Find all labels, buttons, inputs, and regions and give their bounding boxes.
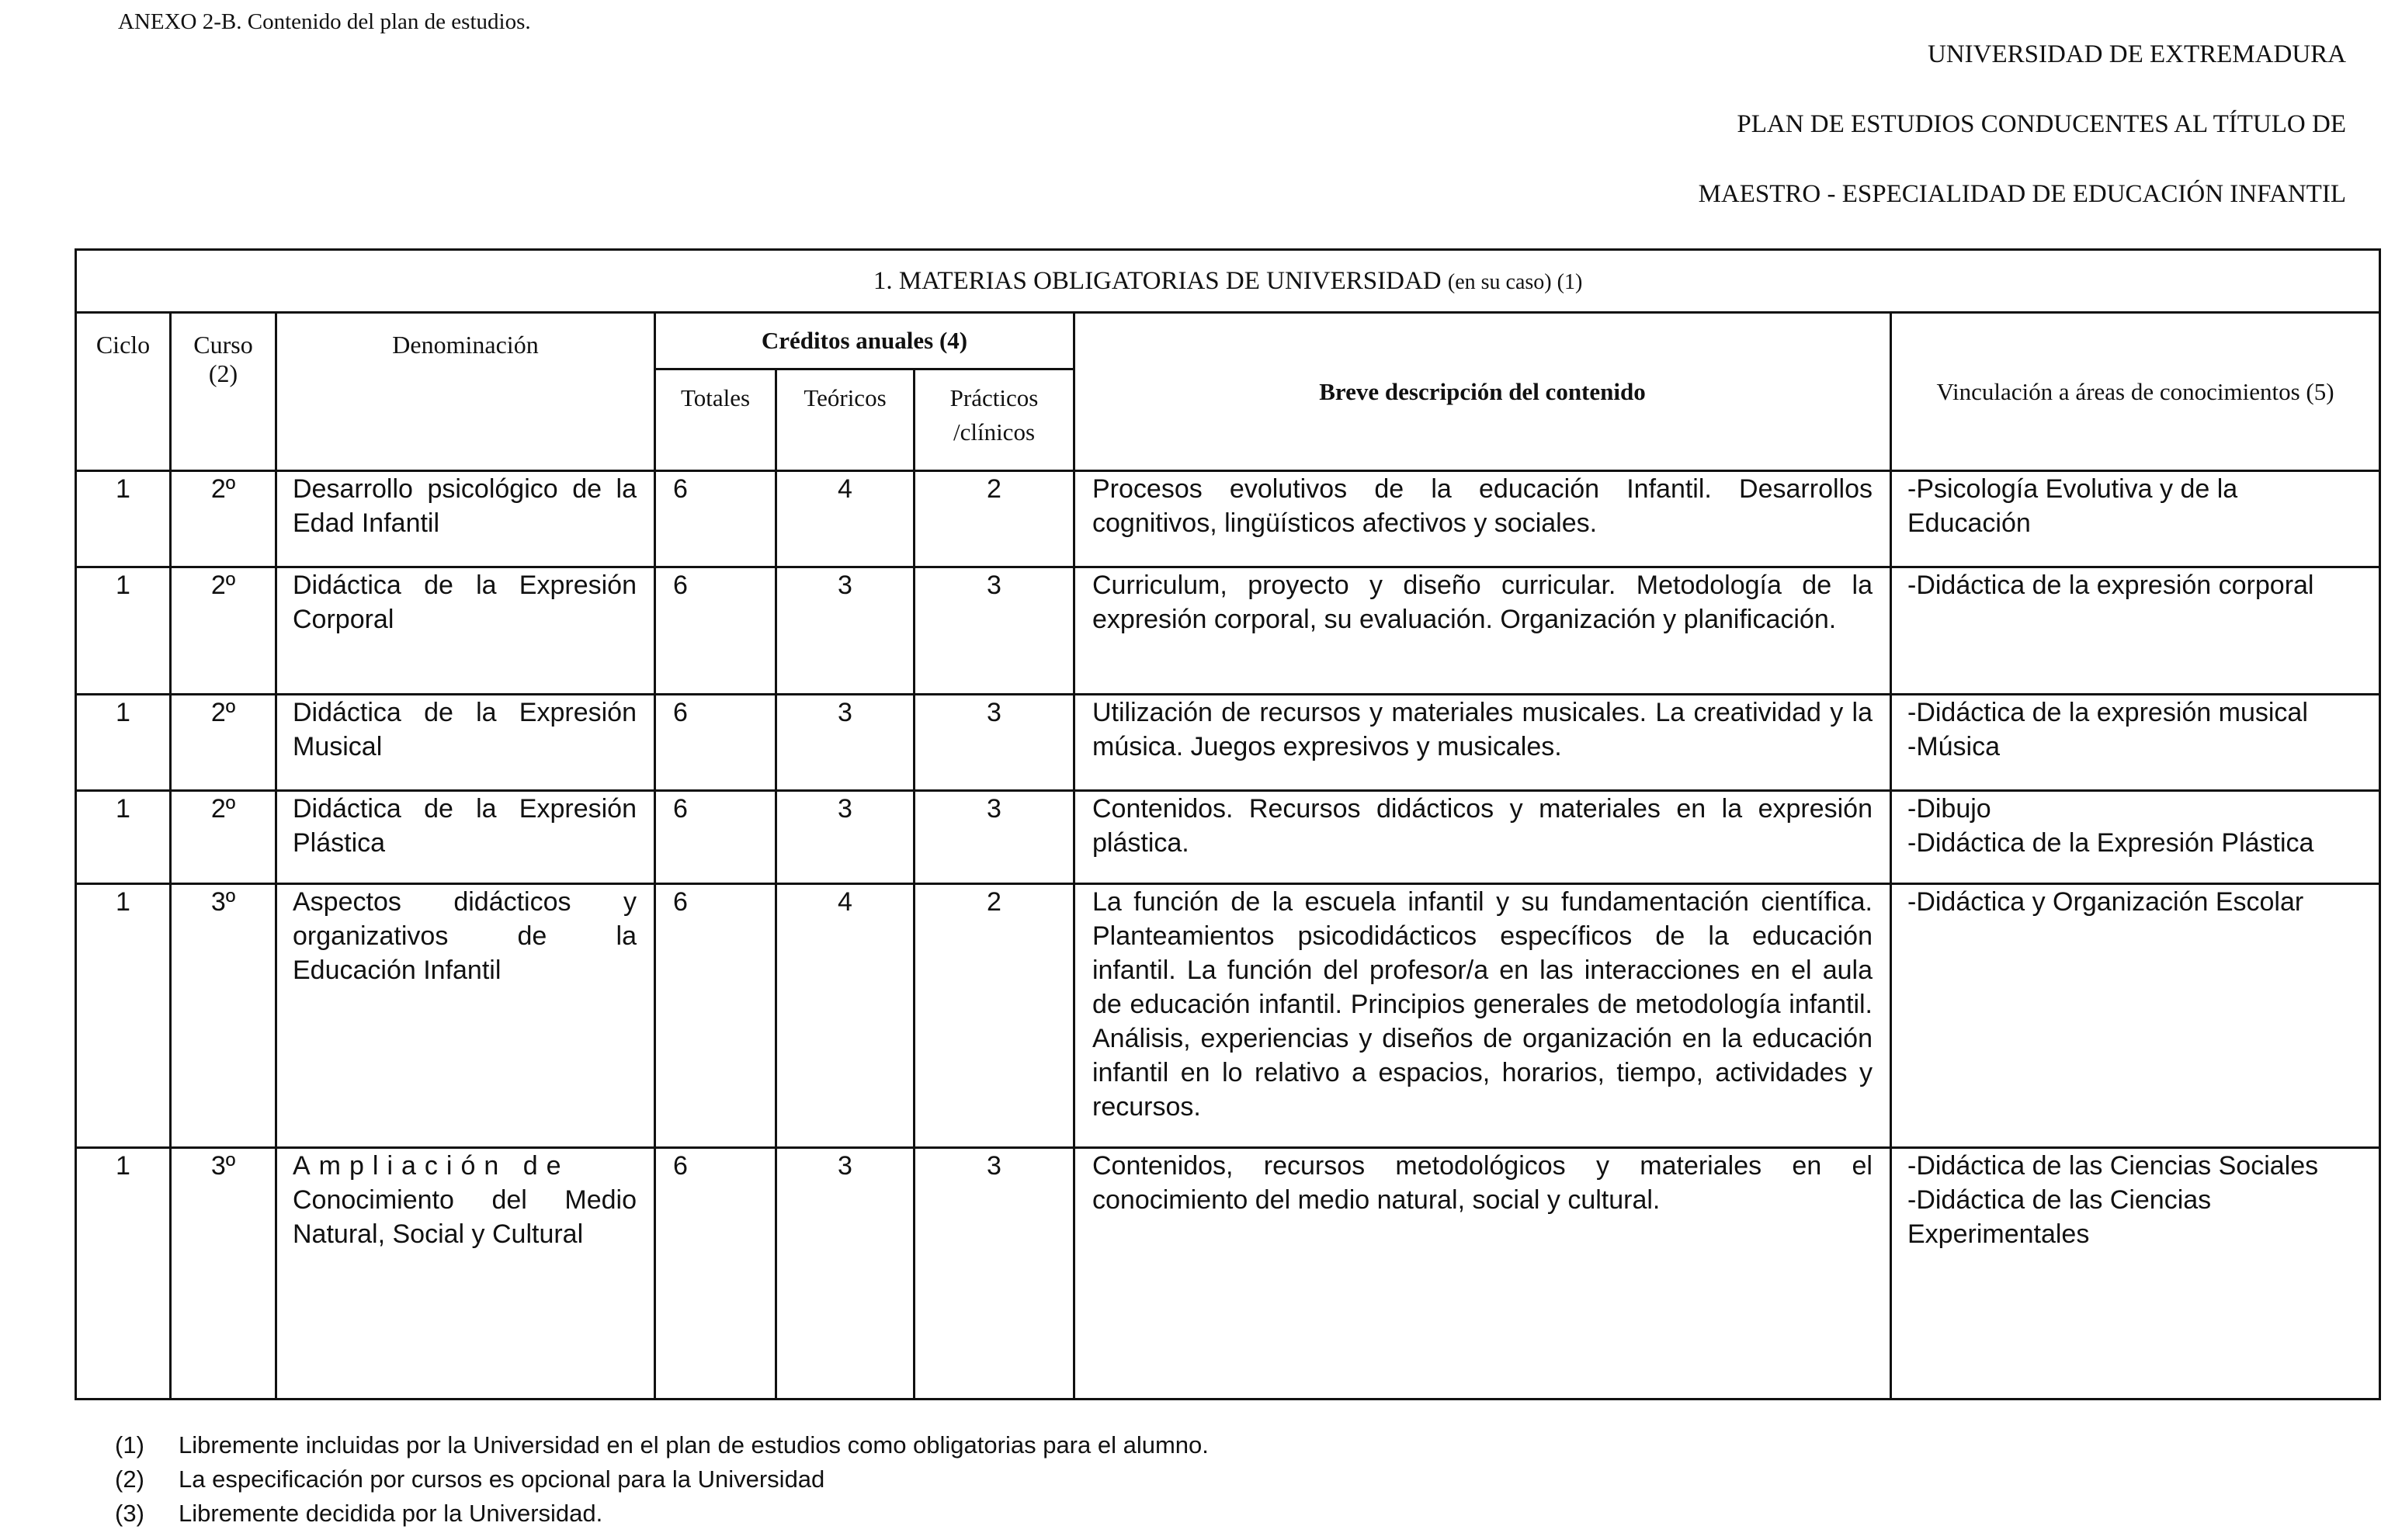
cell-ciclo: 1 <box>76 695 171 791</box>
header-curso-label: Curso <box>193 331 253 359</box>
table-title <box>76 250 2380 313</box>
table-row <box>76 471 2380 567</box>
area-item: -Didáctica de la expresión corporal <box>1907 571 2314 600</box>
cell-denominacion-rest: Conocimiento del Medio Natural, Social y Cultural <box>293 1185 637 1249</box>
cell-ciclo: 1 <box>76 791 171 884</box>
plan-title-line: PLAN DE ESTUDIOS CONDUCENTES AL TÍTULO DE <box>1737 110 2346 138</box>
cell-curso: 2º <box>171 471 276 567</box>
cell-practicos: 3 <box>915 567 1074 695</box>
university-name: UNIVERSIDAD DE EXTREMADURA <box>1928 40 2346 68</box>
cell-totales: 6 <box>655 567 776 695</box>
area-item: -Música <box>1907 732 2001 761</box>
cell-denominacion <box>276 1148 655 1400</box>
cell-teoricos: 4 <box>776 884 915 1148</box>
cell-descripcion: Procesos evolutivos de la educación Infantil. Desarrollos cognitivos, lingüísticos afectivos y sociales. <box>1074 471 1891 567</box>
area-item: -Psicología Evolutiva y de la Educación <box>1907 474 2238 538</box>
cell-curso: 3º <box>171 1148 276 1400</box>
cell-practicos: 2 <box>915 884 1074 1148</box>
cell-descripcion: Utilización de recursos y materiales musicales. La creatividad y la música. Juegos expresivos y musicales. <box>1074 695 1891 791</box>
footnotes <box>115 1428 1209 1531</box>
cell-areas <box>1891 1148 2380 1400</box>
cell-teoricos: 3 <box>776 567 915 695</box>
cell-teoricos: 3 <box>776 1148 915 1400</box>
area-item: -Didáctica de la Expresión Plástica <box>1907 828 2314 858</box>
table-title-suffix: (en su caso) (1) <box>1447 269 1583 294</box>
cell-practicos: 3 <box>915 695 1074 791</box>
cell-areas <box>1891 471 2380 567</box>
table-row <box>76 567 2380 695</box>
cell-denominacion: Didáctica de la Expresión Musical <box>276 695 655 791</box>
area-item: -Didáctica y Organización Escolar <box>1907 887 2304 917</box>
cell-totales: 6 <box>655 791 776 884</box>
cell-curso: 2º <box>171 567 276 695</box>
area-item: -Didáctica de las Ciencias Experimentales <box>1907 1185 2212 1249</box>
cell-areas <box>1891 884 2380 1148</box>
cell-totales: 6 <box>655 1148 776 1400</box>
header-denominacion: Denominación <box>276 313 655 471</box>
footnote-text: Libremente decidida por la Universidad. <box>179 1500 603 1527</box>
cell-curso: 2º <box>171 791 276 884</box>
cell-areas <box>1891 695 2380 791</box>
area-item: -Dibujo <box>1907 794 1991 824</box>
cell-denominacion: Aspectos didácticos y organizativos de la Educación Infantil <box>276 884 655 1148</box>
footnote-number: (2) <box>115 1465 144 1493</box>
cell-ciclo: 1 <box>76 1148 171 1400</box>
cell-descripcion: Contenidos, recursos metodológicos y materiales en el conocimiento del medio natural, social y cultural. <box>1074 1148 1891 1400</box>
header-curso-note: (2) <box>208 359 238 387</box>
cell-ciclo: 1 <box>76 471 171 567</box>
cell-areas <box>1891 567 2380 695</box>
cell-teoricos: 4 <box>776 471 915 567</box>
footnote-text: La especificación por cursos es opcional para la Universidad <box>179 1465 825 1493</box>
table-row <box>76 695 2380 791</box>
cell-totales: 6 <box>655 471 776 567</box>
cell-denominacion: Desarrollo psicológico de la Edad Infantil <box>276 471 655 567</box>
cell-curso: 3º <box>171 884 276 1148</box>
cell-denominacion: Didáctica de la Expresión Plástica <box>276 791 655 884</box>
cell-ciclo: 1 <box>76 567 171 695</box>
cell-practicos: 3 <box>915 1148 1074 1400</box>
table-row <box>76 1148 2380 1400</box>
degree-title-line: MAESTRO - ESPECIALIDAD DE EDUCACIÓN INFANTIL <box>1698 180 2346 208</box>
footnote-item <box>115 1428 1209 1462</box>
cell-areas <box>1891 791 2380 884</box>
annex-label: ANEXO 2-B. Contenido del plan de estudios. <box>118 9 531 34</box>
footnote-item <box>115 1497 1209 1531</box>
table-title-main: 1. MATERIAS OBLIGATORIAS DE UNIVERSIDAD <box>873 266 1442 295</box>
cell-practicos: 2 <box>915 471 1074 567</box>
footnote-item <box>115 1462 1209 1497</box>
header-vinculacion: Vinculación a áreas de conocimientos (5) <box>1891 313 2380 471</box>
table-bottom-border <box>76 1400 2380 1401</box>
cell-denominacion: Didáctica de la Expresión Corporal <box>276 567 655 695</box>
cell-descripcion: La función de la escuela infantil y su fundamentación científica. Planteamientos psicodidácticos específicos de la educación infantil. La función del profesor/a en las interacciones en el aula de educación infantil. Principios generales de metodología infantil. Análisis, experiencias y diseños de organización en la educación infantil en lo relativo a espacios, horarios, tiempo, actividades y recursos. <box>1074 884 1891 1148</box>
header-practicos-label: Prácticos <box>949 384 1039 411</box>
cell-teoricos: 3 <box>776 791 915 884</box>
header-practicos-label-2: /clínicos <box>953 418 1036 446</box>
header-totales: Totales <box>655 369 776 471</box>
area-item: -Didáctica de las Ciencias Sociales <box>1907 1151 2319 1181</box>
footnote-text: Libremente incluidas por la Universidad en el plan de estudios como obligatorias para el alumno. <box>179 1431 1209 1458</box>
footnote-number: (1) <box>115 1431 144 1458</box>
cell-ciclo: 1 <box>76 884 171 1148</box>
table-row <box>76 884 2380 1148</box>
cell-totales: 6 <box>655 695 776 791</box>
header-creditos: Créditos anuales (4) <box>655 313 1074 369</box>
header-descripcion: Breve descripción del contenido <box>1074 313 1891 471</box>
cell-totales: 6 <box>655 884 776 1148</box>
cell-practicos: 3 <box>915 791 1074 884</box>
curriculum-table <box>75 248 2381 1400</box>
header-ciclo: Ciclo <box>76 313 171 471</box>
cell-denominacion-first-line: Ampliación de <box>293 1151 570 1181</box>
table-row <box>76 791 2380 884</box>
header-practicos <box>915 369 1074 471</box>
cell-descripcion: Curriculum, proyecto y diseño curricular. Metodología de la expresión corporal, su evaluación. Organización y planificación. <box>1074 567 1891 695</box>
header-teoricos: Teóricos <box>776 369 915 471</box>
area-item: -Didáctica de la expresión musical <box>1907 698 2308 727</box>
cell-curso: 2º <box>171 695 276 791</box>
header-curso <box>171 313 276 471</box>
cell-teoricos: 3 <box>776 695 915 791</box>
cell-descripcion: Contenidos. Recursos didácticos y materiales en la expresión plástica. <box>1074 791 1891 884</box>
footnote-number: (3) <box>115 1500 144 1527</box>
